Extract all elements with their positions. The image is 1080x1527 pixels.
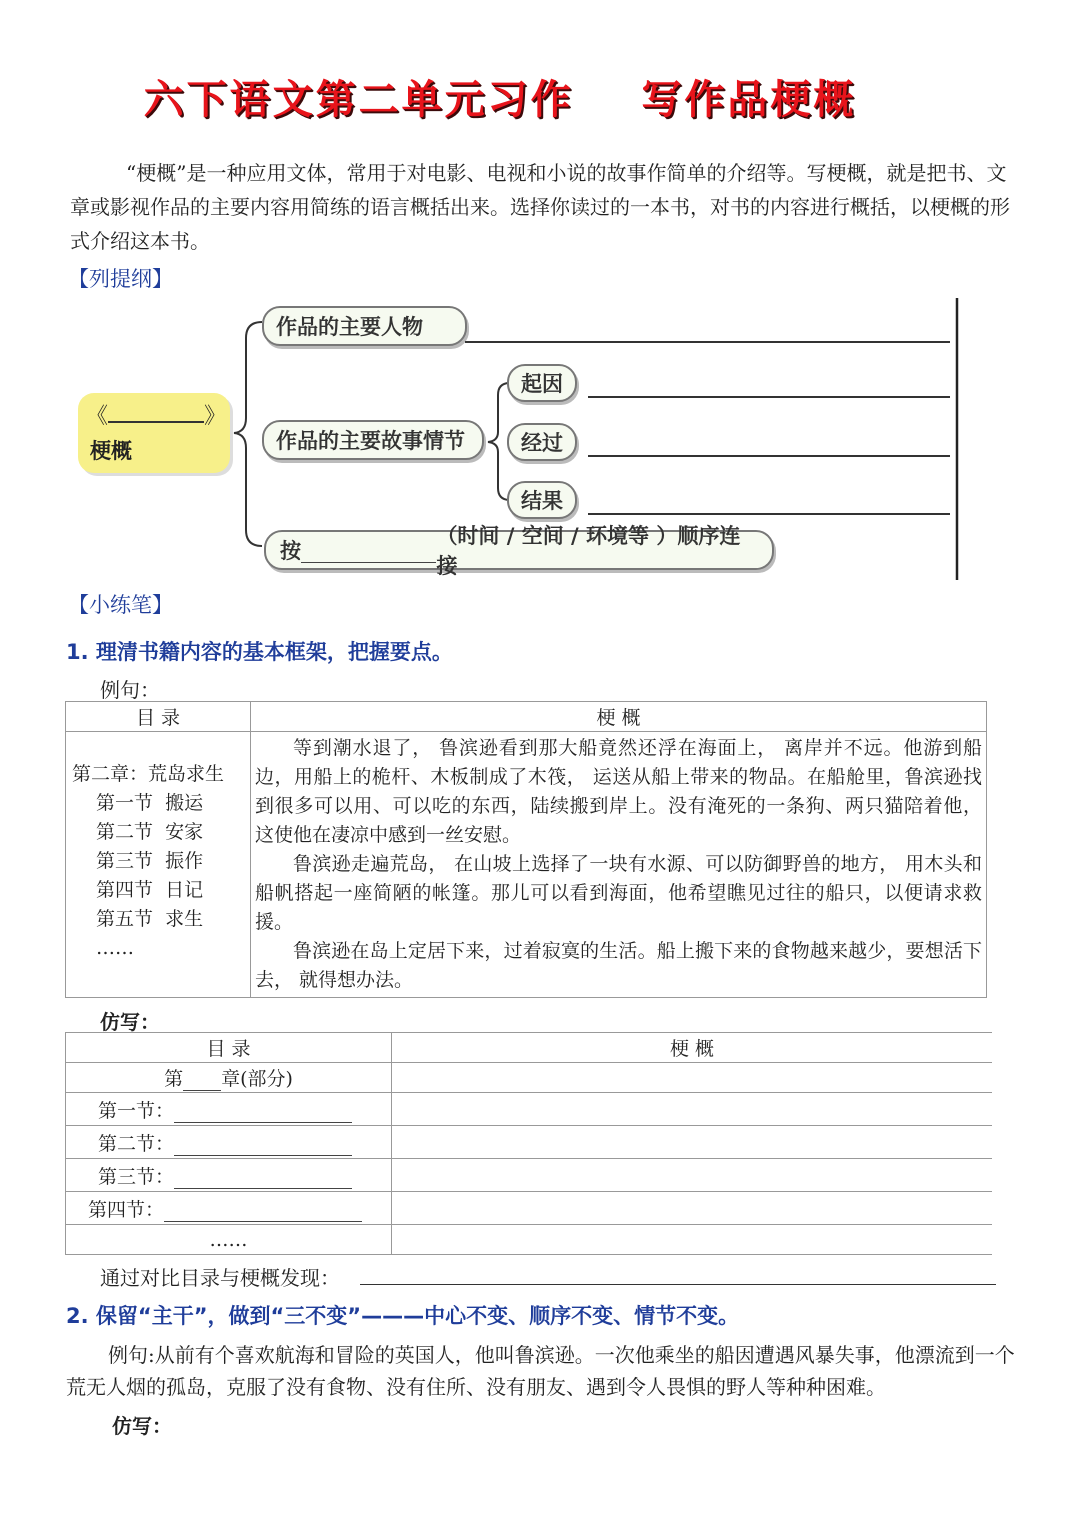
imitate-col-toc: 目 录 [66, 1033, 392, 1063]
ellipsis-row: …… [66, 1225, 392, 1255]
cause-line [588, 396, 950, 398]
section-blank[interactable] [174, 1102, 352, 1123]
intro-paragraph: “梗概”是一种应用文体，常用于对电影、电视和小说的故事作简单的介绍等。写梗概，就是把书、文章或影视作品的主要内容用简练的语言概括出来。选择你读过的一本书，对书的内容进行概括，以梗概的形式介绍这本书。 [70, 161, 1010, 253]
main-characters-line [465, 341, 950, 343]
toc-ellipsis: …… [96, 937, 134, 959]
toc-section: 第三节 振作 [96, 850, 204, 872]
order-bubble [264, 524, 774, 578]
result-line [588, 513, 950, 515]
compare-label: 通过对比目录与梗概发现： [100, 1266, 340, 1290]
summary-input-cell[interactable] [392, 1225, 993, 1255]
chapter-suffix: 章(部分) [221, 1068, 293, 1090]
section-blank[interactable] [164, 1201, 362, 1222]
main-characters-bubble: 作品的主要人物 [262, 306, 467, 346]
result-bubble: 结果 [507, 481, 577, 519]
section-row [66, 1192, 392, 1225]
example-toc-cell [66, 732, 251, 998]
toc-section: 第五节 求生 [96, 908, 204, 930]
section-label: 第三节： [98, 1165, 175, 1188]
question-1: 1. 理清书籍内容的基本框架，把握要点。 [66, 640, 453, 664]
book-open-mark: 《 [86, 404, 109, 429]
question-2: 2. 保留“主干”，做到“三不变”———中心不变、顺序不变、情节不变。 [66, 1304, 740, 1328]
section-blank[interactable] [174, 1168, 352, 1189]
summary-input-cell[interactable] [392, 1192, 993, 1225]
section-label: 第二节： [98, 1132, 175, 1155]
imitate-label: 仿写： [100, 1010, 160, 1034]
cause-bubble: 起因 [507, 364, 577, 402]
example-2: 例句:从前有个喜欢航海和冒险的英国人，他叫鲁滨逊。一次他乘坐的船因遭遇风暴失事，他漂流到一个荒无人烟的孤岛，克服了没有食物、没有住所、没有朋友、遇到令人畏惧的野人等种种困难。 [66, 1343, 1015, 1399]
chapter-prefix: 第 [164, 1068, 184, 1090]
order-blank [301, 538, 436, 563]
section-label: 第四节： [88, 1198, 165, 1221]
toc-section: 第二节 安家 [96, 821, 204, 843]
page-title: 六下语文第二单元习作 写作品梗概 [143, 77, 857, 123]
outline-label: 【列提纲】 [68, 267, 173, 291]
book-sub-label: 梗概 [90, 439, 132, 463]
chapter-blank[interactable] [183, 1070, 221, 1091]
toc-section: 第一节 搬运 [96, 792, 204, 814]
summary-input-cell[interactable] [392, 1093, 993, 1126]
compare-blank[interactable] [360, 1284, 996, 1285]
section-row [66, 1093, 392, 1126]
summary-paragraph: 鲁滨逊走遍荒岛， 在山坡上选择了一块有水源、可以防御野兽的地方， 用木头和船帆搭起一座简陋的帐篷。那儿可以看到海面，他希望瞧见过往的船只，以便请求救援。 [255, 853, 982, 933]
order-suffix: （时间 / 空间 / 环境等 ）顺序连接 [436, 524, 741, 578]
example-table [65, 701, 987, 998]
example-summary-cell [251, 732, 987, 998]
process-bubble: 经过 [507, 423, 577, 461]
book-close-mark: 》 [204, 404, 227, 429]
toc-chapter: 第二章：荒岛求生 [72, 763, 225, 785]
summary-input-cell[interactable] [392, 1063, 993, 1093]
main-plot-bubble: 作品的主要故事情节 [262, 420, 484, 460]
section-row [66, 1159, 392, 1192]
order-prefix: 按 [280, 539, 301, 563]
example-col-toc: 目 录 [66, 702, 251, 732]
imitate-2-label: 仿写： [112, 1414, 172, 1438]
section-row [66, 1126, 392, 1159]
section-blank[interactable] [174, 1135, 352, 1156]
summary-paragraph: 等到潮水退了， 鲁滨逊看到那大船竟然还浮在海面上， 离岸并不远。他游到船边，用船上的桅杆、木板制成了木筏， 运送从船上带来的物品。在船舱里，鲁滨逊找到很多可以用、可以吃的东西，陆续搬到岸上。没有淹死的一条狗、两只猫陪着他， 这使他在凄凉中感到一丝安慰。 [255, 737, 982, 846]
summary-input-cell[interactable] [392, 1159, 993, 1192]
practice-label: 【小练笔】 [68, 593, 173, 617]
chapter-row [66, 1063, 392, 1093]
process-line [588, 455, 950, 457]
summary-paragraph: 鲁滨逊在岛上定居下来，过着寂寞的生活。船上搬下来的食物越来越少，要想活下去， 就得想办法。 [255, 940, 982, 991]
main-brace [234, 322, 262, 546]
toc-section: 第四节 日记 [96, 879, 204, 901]
section-label: 第一节： [98, 1099, 175, 1122]
example-label: 例句： [100, 678, 160, 702]
imitate-col-summary: 梗 概 [392, 1033, 993, 1063]
example-col-summary: 梗 概 [251, 702, 987, 732]
summary-input-cell[interactable] [392, 1126, 993, 1159]
imitate-table [65, 1032, 992, 1255]
